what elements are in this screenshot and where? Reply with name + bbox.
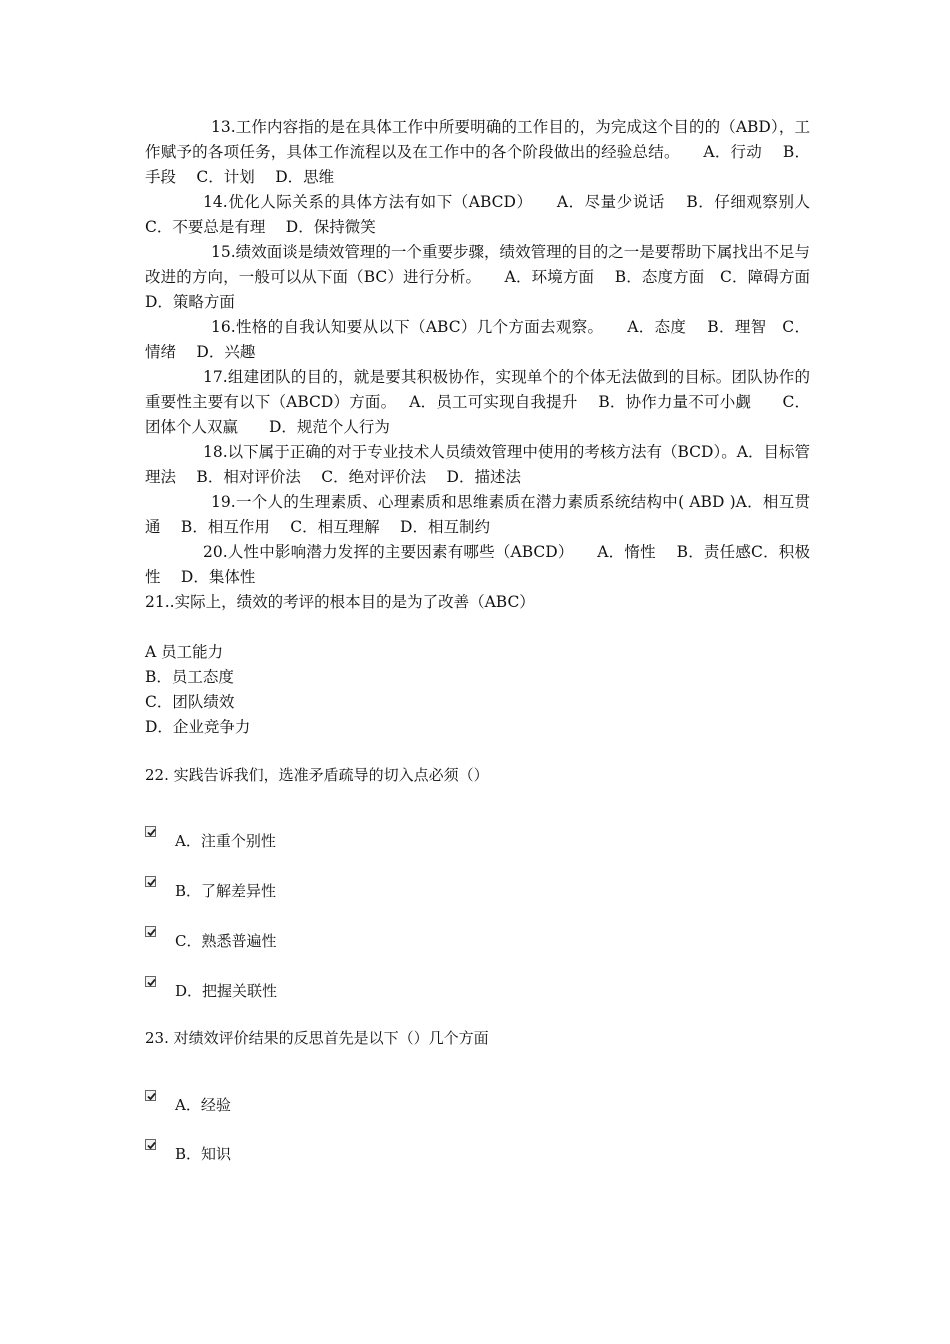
checkbox-checked-icon[interactable] <box>145 976 156 987</box>
question-16: 16.性格的自我认知要从以下（ABC）几个方面去观察。 A．态度 B．理智 C．情绪 D．兴趣 <box>145 318 810 361</box>
checkbox-checked-icon[interactable] <box>145 926 156 937</box>
q21-option-b: B．员工态度 <box>145 668 234 686</box>
checkbox-checked-icon[interactable] <box>145 826 156 837</box>
q21-option-a: A 员工能力 <box>145 643 224 661</box>
q21-option-c: C．团队绩效 <box>145 693 235 711</box>
question-17: 17.组建团队的目的，就是要其积极协作，实现单个的个体无法做到的目标。团队协作的重要性主要有以下（ABCD）方面。 A．员工可实现自我提升 B．协作力量不可小觑 C．团体个人双赢 D．规范个人行为 <box>145 368 810 436</box>
q23-option-a-label: A．经验 <box>175 1096 231 1114</box>
question-23: 23. 对绩效评价结果的反思首先是以下（）几个方面 <box>145 1029 489 1047</box>
question-15: 15.绩效面谈是绩效管理的一个重要步骤，绩效管理的目的之一是要帮助下属找出不足与改进的方向，一般可以从下面（BC）进行分析。 A．环境方面 B．态度方面 C．障碍方面 D．策略方面 <box>145 243 831 311</box>
q22-option-a-label: A．注重个别性 <box>175 832 276 850</box>
q23-option-b-label: B．知识 <box>175 1145 232 1163</box>
q22-option-c-label: C．熟悉普遍性 <box>175 932 277 950</box>
question-18: 18.以下属于正确的对于专业技术人员绩效管理中使用的考核方法有（BCD）。A．目标管理法 B．相对评价法 C．绝对评价法 D．描述法 <box>145 443 810 486</box>
question-13: 13.工作内容指的是在具体工作中所要明确的工作目的，为完成这个目的的（ABD），工作赋予的各项任务，具体工作流程以及在工作中的各个阶段做出的经验总结。 A．行动 B．手段 C．计划 D．思维 <box>145 118 810 186</box>
question-14: 14.优化人际关系的具体方法有如下（ABCD） A．尽量少说话 B．仔细观察别人 C．不要总是有理 D．保持微笑 <box>145 193 831 236</box>
question-21: 21..实际上，绩效的考评的根本目的是为了改善（ABC） <box>145 593 535 611</box>
question-22: 22. 实践告诉我们，选准矛盾疏导的切入点必须（） <box>145 766 489 784</box>
checkbox-checked-icon[interactable] <box>145 1090 156 1101</box>
q22-option-d-label: D．把握关联性 <box>175 982 278 1000</box>
q22-option-b-label: B．了解差异性 <box>175 882 277 900</box>
checkbox-checked-icon[interactable] <box>145 1139 156 1150</box>
q21-option-d: D．企业竞争力 <box>145 718 251 736</box>
question-19: 19.一个人的生理素质、心理素质和思维素质在潜力素质系统结构中( ABD )A．相互贯通 B．相互作用 C．相互理解 D．相互制约 <box>145 493 810 536</box>
question-20: 20.人性中影响潜力发挥的主要因素有哪些（ABCD） A．惰性 B．责任感C．积极性 D．集体性 <box>145 543 810 586</box>
checkbox-checked-icon[interactable] <box>145 876 156 887</box>
